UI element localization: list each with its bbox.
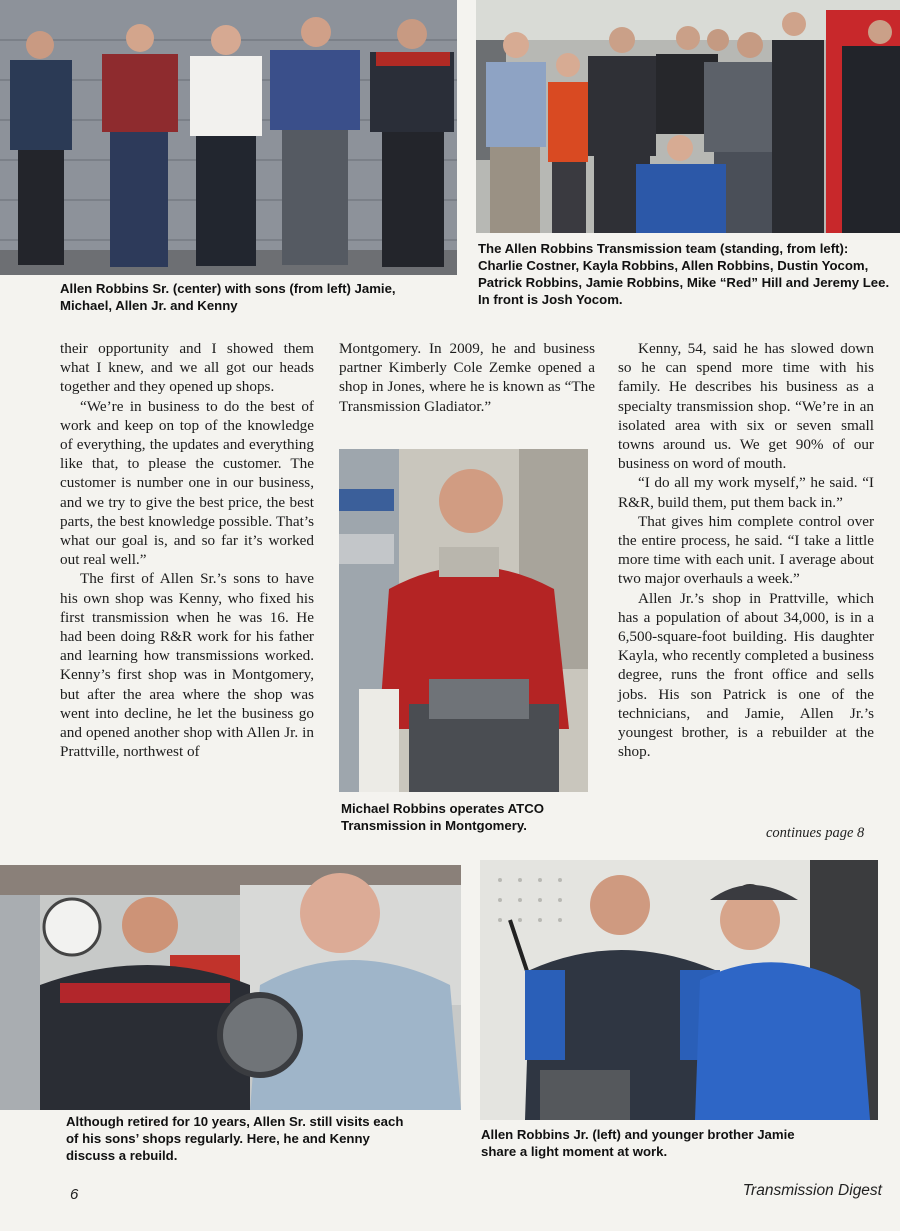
continues-note: continues page 8 (766, 825, 865, 841)
article-column-1 (60, 339, 314, 761)
paragraph: Montgomery. In 2009, he and business partner Kimberly Cole Zemke opened a shop in Jones, where he is known as “The Transmission Gladiator.” (339, 340, 595, 415)
paragraph: “We’re in business to do the best of work and keep on top of the knowledge of everything, the updates and everything like that, to please the customer. The customer is number one in our business, and we try to give the best price, the best parts, the best knowledge possible. That’s what our goal is, and so far it’s worked out real well.” (60, 397, 314, 569)
paragraph: Allen Jr.’s shop in Prattville, which has a population of about 34,000, is in a 6,500-square-foot building. His daughter Kayla, who recently completed a business degree, runs the front office and sells jobs. His son Patrick is one of the technicians, and Jamie, Allen Jr.’s youngest brother, is a rebuilder at the shop. (618, 589, 874, 761)
publication-name: Transmission Digest (742, 1182, 882, 1199)
paragraph: “I do all my work myself,” he said. “I R&R, build them, put them back in.” (618, 474, 874, 511)
article-column-3 (618, 339, 874, 761)
photo-allen-sr-and-kenny (0, 865, 461, 1110)
caption-bottom-right: Allen Robbins Jr. (left) and younger brother Jamie share a light moment at work. (481, 1127, 795, 1159)
paragraph: Kenny, 54, said he has slowed down so he can spend more time with his family. He describes his business as a specialty transmission shop. “We’re in an isolated area with six or seven small towns around us. We get 90% of our business on word of mouth. (618, 340, 874, 473)
page-number: 6 (70, 1186, 79, 1203)
caption-top-right: The Allen Robbins Transmission team (standing, from left): Charlie Costner, Kayla Robbins, Allen Robbins, Dustin Yocom, Patrick Robbins, Jamie Robbins, Mike “Red” Hill and Jeremy Lee. In front is Josh Yocom. (478, 241, 890, 307)
paragraph: That gives him complete control over the entire process, he said. “I take a little more time with each unit. I average about two major overhauls a week.” (618, 512, 874, 588)
caption-top-left: Allen Robbins Sr. (center) with sons (from left) Jamie, Michael, Allen Jr. and Kenny (60, 281, 396, 313)
photo-michael-robbins (339, 449, 588, 792)
photo-robbins-family (0, 0, 457, 275)
caption-middle: Michael Robbins operates ATCO Transmission in Montgomery. (341, 801, 544, 833)
article-column-2 (339, 339, 595, 416)
photo-transmission-team (476, 0, 900, 233)
paragraph: their opportunity and I showed them what I knew, and we all got our heads together and they opened up shops. (60, 340, 314, 396)
caption-bottom-left: Although retired for 10 years, Allen Sr. still visits each of his sons’ shops regularly. Here, he and Kenny discuss a rebuild. (66, 1114, 404, 1163)
paragraph: The first of Allen Sr.’s sons to have his own shop was Kenny, who fixed his first transmission when he was 16. He had been doing R&R work for his father and learning how transmissions worked. Kenny’s first shop was in Montgomery, but after the area where the shop was went into decline, he let the business go and opened another shop with Allen Jr. in Prattville, northwest of (60, 570, 314, 761)
photo-allen-jr-and-jamie (480, 860, 878, 1120)
